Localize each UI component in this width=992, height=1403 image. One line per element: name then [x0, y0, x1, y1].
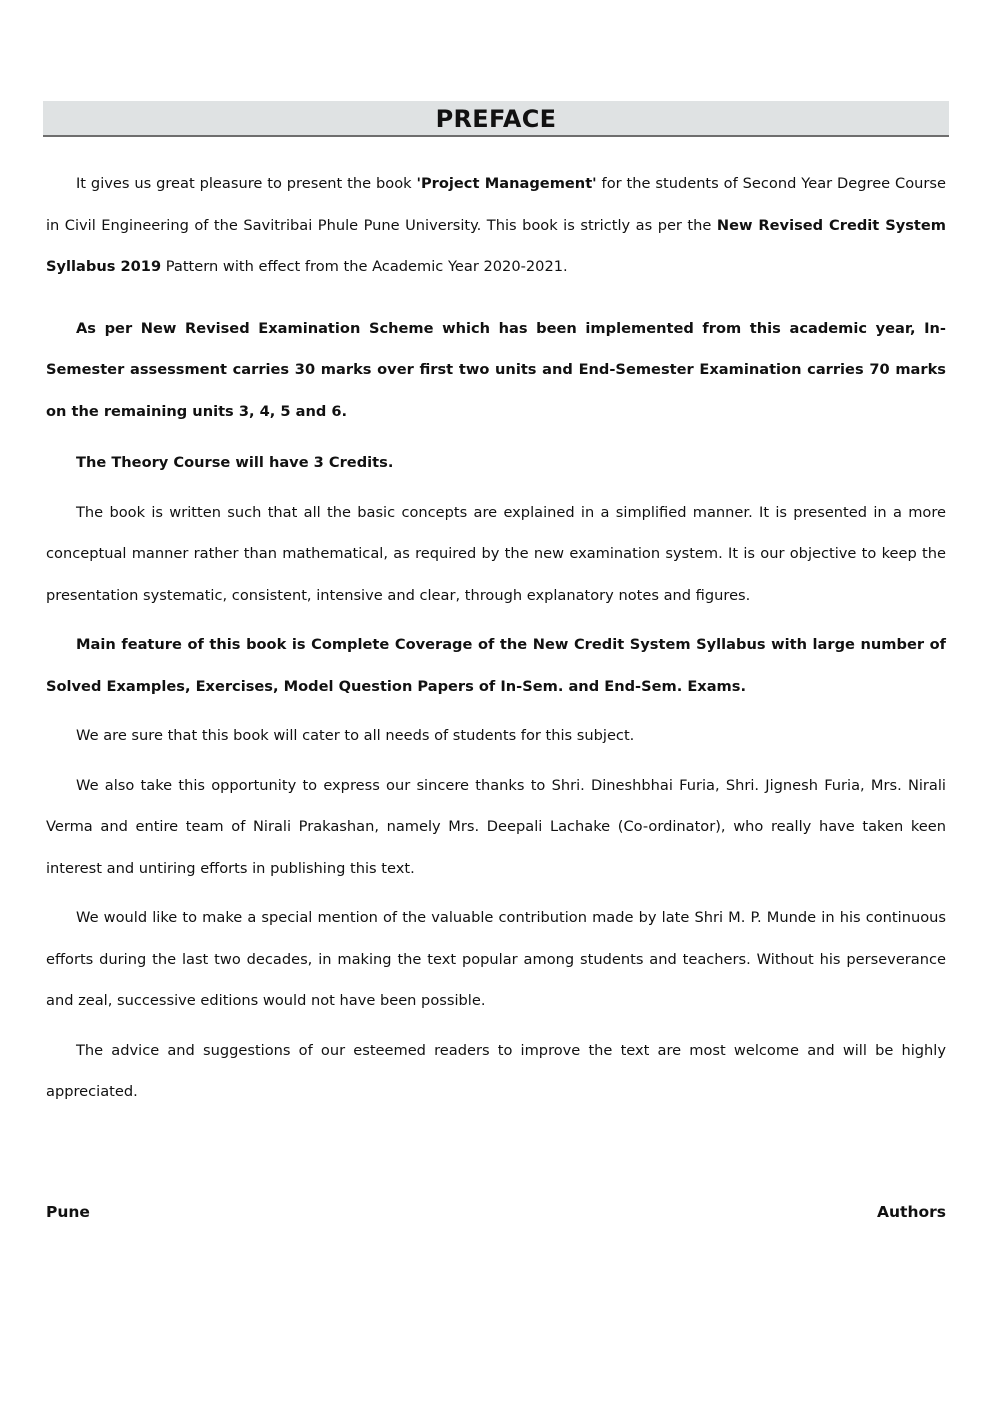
paragraph-mention: We would like to make a special mention of the valuable contribution made by late Shri M. P. Munde in his continuous efforts during the last two decades, in making the text popular among students and teachers. Without his perseverance and zeal, successive editions would not have been possible. [46, 909, 946, 1009]
syllabus-name: New Revised Credit System Syllabus 2019 [46, 216, 946, 275]
paragraph-concepts: The book is written such that all the basic concepts are explained in a simplified manner. It is presented in a more conceptual manner rather than mathematical, as required by the new examination system. It is our objective to keep the presentation systematic, consistent, intensive and clear, through explanatory notes and figures. [46, 503, 946, 604]
paragraph-thanks: We also take this opportunity to express our sincere thanks to Shri. Dineshbhai Furia, Shri. Jignesh Furia, Mrs. Nirali Verma and entire team of Nirali Prakashan, namely Mrs. Deepali Lachake (Co-ordinator), who really have taken keen interest and untiring efforts in publishing this text. [46, 776, 946, 877]
paragraph-exam-scheme: As per New Revised Examination Scheme which has been implemented from this academic year, In-Semester assessment carries 30 marks over first two units and End-Semester Examination carries 70 marks on the remaining units 3, 4, 5 and 6. [46, 319, 946, 420]
book-title: 'Project Management' [416, 175, 597, 192]
intro-text-3: Pattern with effect from the Academic Year 2020-2021. [161, 258, 568, 275]
signature-line [46, 1198, 946, 1226]
preface-body [46, 163, 946, 1113]
signature-place: Pune [46, 1203, 90, 1221]
paragraph-main-feature: Main feature of this book is Complete Coverage of the New Credit System Syllabus with large number of Solved Examples, Exercises, Model Question Papers of In-Sem. and End-Sem. Exams. [46, 636, 946, 695]
paragraph-advice: The advice and suggestions of our esteemed readers to improve the text are most welcome and will be highly appreciated. [46, 1041, 946, 1100]
title-banner [43, 101, 949, 137]
signature-authors: Authors [877, 1203, 946, 1221]
page-title: PREFACE [435, 105, 557, 133]
paragraph-needs: We are sure that this book will cater to all needs of students for this subject. [76, 727, 635, 744]
paragraph-intro [46, 163, 946, 288]
paragraph-credits: The Theory Course will have 3 Credits. [76, 454, 394, 471]
intro-text-1: It gives us great pleasure to present the book [76, 175, 417, 192]
intro-text-2: for the students of Second Year Degree Course in Civil Engineering of the Savitribai Phule Pune University. This book is strictly as per the [46, 175, 946, 234]
